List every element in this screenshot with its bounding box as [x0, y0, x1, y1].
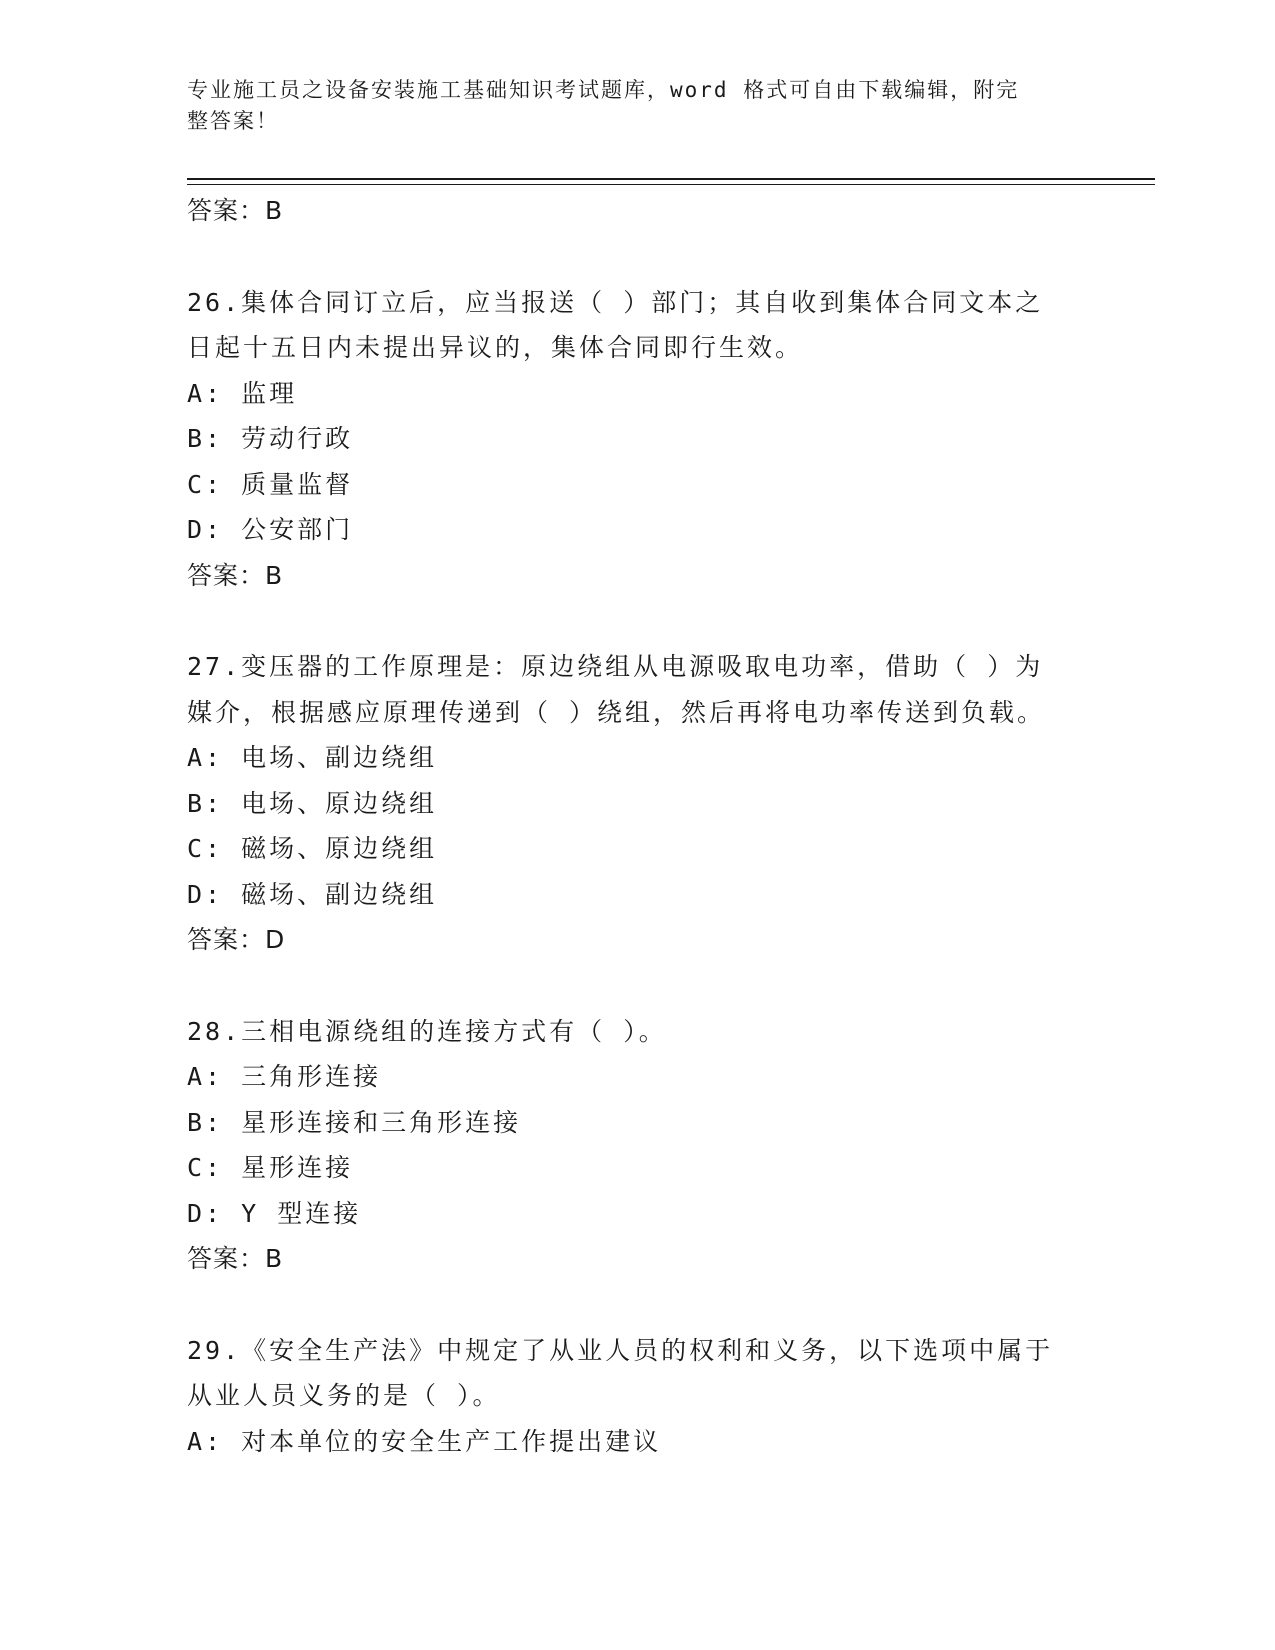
question-stem-line: 媒介，根据感应原理传递到（ ）绕组，然后再将电功率传送到负载。	[187, 697, 1046, 727]
option-b: B: 劳动行政	[187, 424, 354, 453]
option-c: C: 质量监督	[187, 469, 354, 499]
option-a: A: 三角形连接	[187, 1062, 382, 1091]
option-c: C: 磁场、原边绕组	[187, 834, 438, 863]
header-divider-thick	[187, 178, 1155, 180]
option-b: B: 星形连接和三角形连接	[187, 1107, 522, 1137]
header-divider-thin	[187, 184, 1155, 185]
option-d: D: 公安部门	[187, 515, 354, 544]
question-stem-line: 29.《安全生产法》中规定了从业人员的权利和义务，以下选项中属于	[187, 1335, 1054, 1365]
question-block	[187, 644, 1087, 963]
answer-line: 答案：B	[187, 196, 284, 225]
question-list	[187, 188, 1087, 1464]
option-a: A: 对本单位的安全生产工作提出建议	[187, 1426, 662, 1456]
spacer	[187, 234, 1087, 280]
spacer	[187, 963, 1087, 1009]
answer-line: 答案：D	[187, 925, 286, 954]
question-stem-line: 日起十五日内未提出异议的，集体合同即行生效。	[187, 333, 804, 362]
spacer	[187, 1282, 1087, 1328]
option-d: D: Y 型连接	[187, 1198, 362, 1228]
question-stem-line: 28.三相电源绕组的连接方式有（ ）。	[187, 1016, 667, 1046]
question-block	[187, 280, 1087, 599]
option-b: B: 电场、原边绕组	[187, 788, 438, 818]
header-line-2: 整答案！	[187, 109, 279, 133]
option-c: C: 星形连接	[187, 1153, 354, 1182]
question-stem-line: 从业人员义务的是（ ）。	[187, 1381, 501, 1410]
answer-line: 答案：B	[187, 1244, 284, 1273]
answer-line: 答案：B	[187, 560, 284, 590]
question-stem-line: 26.集体合同订立后，应当报送（ ）部门；其自收到集体合同文本之	[187, 287, 1044, 317]
option-a: A: 监理	[187, 378, 298, 408]
document-header	[187, 75, 1067, 137]
question-block	[187, 1009, 1087, 1282]
option-d: D: 磁场、副边绕组	[187, 879, 438, 909]
spacer	[187, 598, 1087, 644]
option-a: A: 电场、副边绕组	[187, 743, 438, 772]
question-block	[187, 1328, 1087, 1465]
question-stem-line: 27.变压器的工作原理是：原边绕组从电源吸取电功率，借助（ ）为	[187, 652, 1044, 681]
header-line-1: 专业施工员之设备安装施工基础知识考试题库，word 格式可自由下载编辑，附完	[187, 78, 1020, 102]
